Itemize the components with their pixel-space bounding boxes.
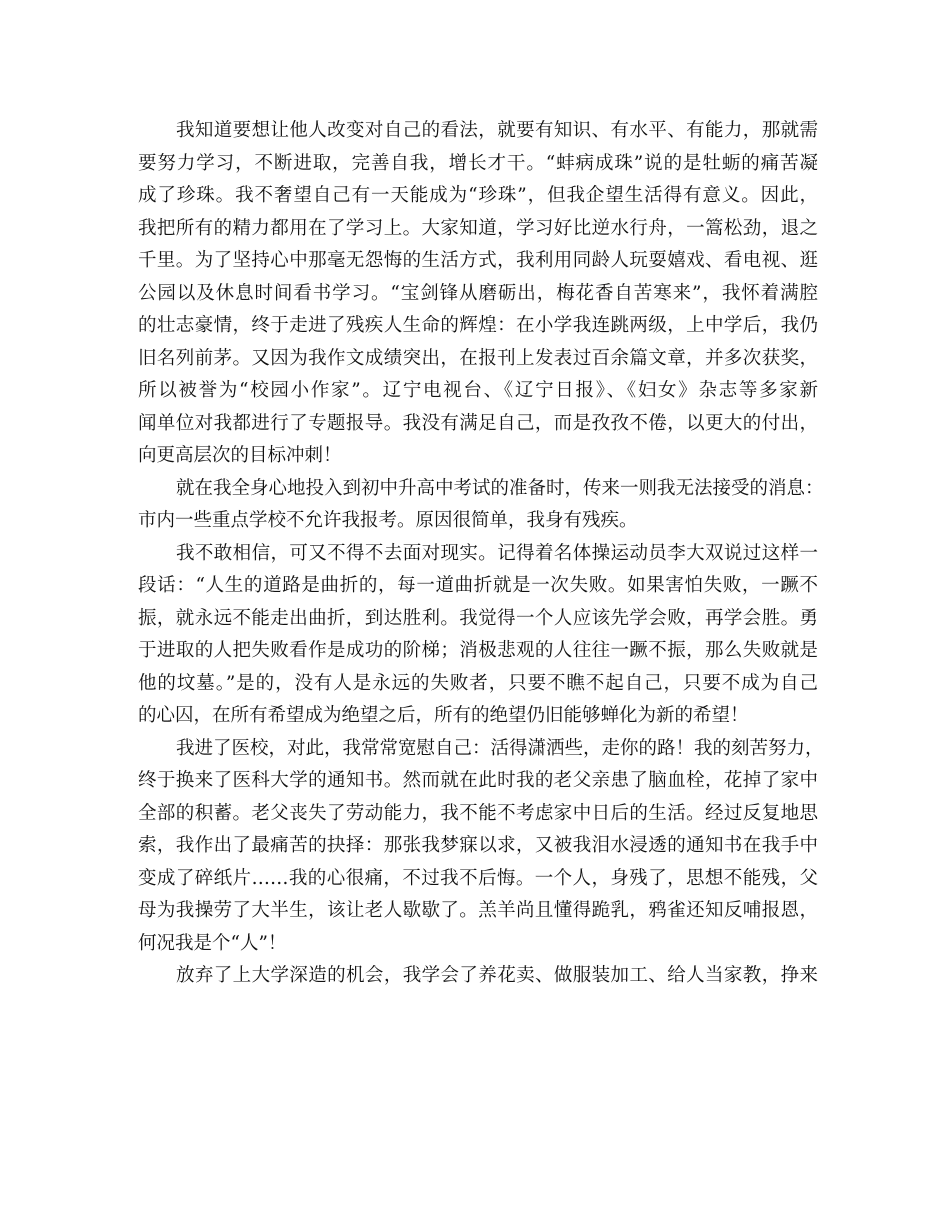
paragraph-line: 的壮志豪情，终于走进了残疾人生命的辉煌：在小学我连跳两级，上中学后，我仍	[138, 315, 818, 336]
paragraph-line: 闻单位对我都进行了专题报导。我没有满足自己，而是孜孜不倦，以更大的付出，	[138, 412, 818, 434]
paragraph-line: 终于换来了医科大学的通知书。然而就在此时我的老父亲患了脑血栓，花掉了家中	[138, 770, 818, 791]
paragraph-line: 公园以及休息时间看书学习。“宝剑锋从磨砺出，梅花香自苦寒来”，我怀着满腔	[138, 282, 818, 304]
paragraph	[138, 960, 818, 993]
paragraph	[138, 473, 824, 538]
paragraph-line: 旧名列前茅。又因为我作文成绩突出，在报刊上发表过百余篇文章，并多次获奖，	[138, 347, 818, 369]
paragraph-line: 成了珍珠。我不奢望自己有一天能成为“珍珠”，但我企望生活得有意义。因此，	[138, 185, 818, 206]
paragraph-line: 何况我是个“人”！	[138, 932, 287, 954]
paragraph-line: 我进了医校，对此，我常常宽慰自己：活得潇洒些，走你的路！我的刻苦努力，	[176, 737, 824, 759]
paragraph-line: 要努力学习，不断进取，完善自我，增长才干。“蚌病成珠”说的是牡蛎的痛苦凝	[138, 152, 818, 174]
paragraph-line: 我把所有的精力都用在了学习上。大家知道，学习好比逆水行舟，一篙松劲，退之	[138, 217, 818, 239]
paragraph	[138, 733, 824, 961]
paragraph-line: 市内一些重点学校不允许我报考。原因很简单，我身有残疾。	[138, 510, 638, 531]
paragraph-line: 母为我操劳了大半生，该让老人歇歇了。羔羊尚且懂得跪乳，鸦雀还知反哺报恩，	[138, 900, 818, 921]
paragraph-line: 放弃了上大学深造的机会，我学会了养花卖、做服装加工、给人当家教，挣来	[176, 965, 818, 986]
paragraph-line: 全部的积蓄。老父丧失了劳动能力，我不能不考虑家中日后的生活。经过反复地思	[138, 802, 818, 824]
paragraph-line: 于进取的人把失败看作是成功的阶梯；消极悲观的人往往一蹶不振，那么失败就是	[138, 640, 818, 661]
paragraph-line: 所以被誉为“校园小作家”。辽宁电视台、《辽宁日报》、《妇女》杂志等多家新	[138, 380, 818, 401]
paragraph-line: 变成了碎纸片……我的心很痛，不过我不后悔。一个人，身残了，思想不能残，父	[138, 867, 818, 889]
paragraph	[138, 538, 818, 733]
paragraph-line: 我知道要想让他人改变对自己的看法，就要有知识、有水平、有能力，那就需	[176, 120, 818, 141]
paragraph-line: 向更高层次的目标冲刺！	[138, 445, 342, 466]
paragraph-line: 索，我作出了最痛苦的抉择：那张我梦寐以求，又被我泪水浸透的通知书在我手中	[138, 835, 818, 856]
paragraph-line: 的心囚，在所有希望成为绝望之后，所有的绝望仍旧能够蝉化为新的希望！	[138, 705, 749, 726]
paragraph	[138, 115, 818, 473]
paragraph-line: 千里。为了坚持心中那毫无怨悔的生活方式，我利用同龄人玩耍嬉戏、看电视、逛	[138, 250, 818, 271]
paragraph-line: 段话：“人生的道路是曲折的，每一道曲折就是一次失败。如果害怕失败，一蹶不	[138, 575, 818, 596]
paragraph-line: 振，就永远不能走出曲折，到达胜利。我觉得一个人应该先学会败，再学会胜。勇	[138, 607, 818, 629]
paragraph-line: 我不敢相信，可又不得不去面对现实。记得着名体操运动员李大双说过这样一	[176, 542, 818, 564]
paragraph-line: 他的坟墓。”是的，没有人是永远的失败者，只要不瞧不起自己，只要不成为自己	[138, 672, 818, 694]
paragraph-line: 就在我全身心地投入到初中升高中考试的准备时，传来一则我无法接受的消息：	[176, 477, 824, 499]
document-body	[138, 115, 824, 993]
